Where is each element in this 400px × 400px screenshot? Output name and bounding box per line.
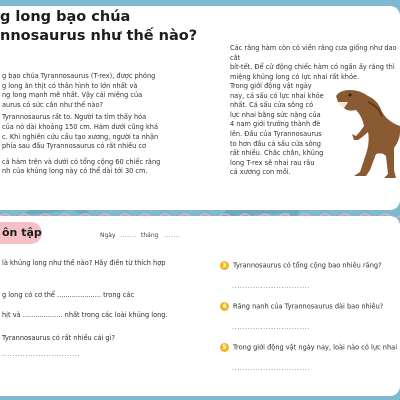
question-5 xyxy=(220,343,397,353)
question-4-text: Răng nanh của Tyrannosaurus dài bao nhiêu? xyxy=(233,302,384,311)
article-line: của nó dài khoảng 150 cm. Hàm dưới cũng khá xyxy=(2,122,159,131)
date-label: Ngày xyxy=(100,232,116,239)
article-line: lực nhai bằng sức nặng của xyxy=(230,110,321,119)
title-line-2: nnosaurus như thế nào? xyxy=(0,28,198,44)
question-number-badge: 4 xyxy=(220,302,229,311)
article-line: lên. Đầu của Tyrannosaurus xyxy=(230,129,322,138)
article-line: Các răng hàm còn có viền răng cưa giống như dao cắt xyxy=(230,44,397,62)
question-number-badge: 5 xyxy=(220,343,229,352)
article-line: bít-tết. Để cử động chiếc hàm có ngần ấy răng thì xyxy=(230,63,395,72)
article-title xyxy=(0,8,197,46)
question-3 xyxy=(220,261,382,271)
article-line: phía sau đầu Tyrannosaurus có rất nhiều cơ xyxy=(2,142,147,151)
question-number-badge: 3 xyxy=(220,261,229,270)
article-line: Tyrannosaurus rất to. Người ta tìm thấy hóa xyxy=(2,113,147,122)
article-line: cá xương con mồi. xyxy=(230,168,291,177)
article-line: nay, cá sấu có lực nhai khỏe xyxy=(230,91,324,100)
article-line: g bạo chúa Tyrannosaurus (T-rex), được phóng xyxy=(2,72,156,80)
title-line-1: g long bạo chúa xyxy=(0,9,131,25)
month-label: tháng xyxy=(141,232,159,239)
t-rex-illustration-icon xyxy=(334,82,400,182)
question-2-answer-blank[interactable]: .............................. xyxy=(2,350,80,358)
question-3-text: Tyrannosaurus có tổng cộng bao nhiêu răng? xyxy=(233,261,382,270)
question-4 xyxy=(220,302,383,312)
question-2-text: Tyrannosaurus có rất nhiều cái gì? xyxy=(2,334,115,342)
article-line: 4 nam giới trưởng thành đè xyxy=(230,120,321,129)
article-left-column xyxy=(2,72,194,180)
article-line: ng long mạnh mẽ nhất. Vậy cái miệng của xyxy=(2,91,143,100)
question-1-text: là khủng long như thế nào? Hãy điền từ thích hợp xyxy=(2,259,166,267)
article-line: miệng khủng long có lực nhai rất khỏe. xyxy=(230,72,360,81)
question-5-answer-blank[interactable]: .............................. xyxy=(232,364,310,372)
question-1-line-a[interactable]: g long có cơ thể ..................... trong các xyxy=(2,291,135,299)
article-line: long T-rex sẽ nhai rau râu xyxy=(230,158,315,167)
article-line: cả hàm trên và dưới có tổng cộng 60 chiếc răng xyxy=(2,157,161,166)
article-line: g long ăn thịt có thân hình to lớn nhất và xyxy=(2,81,138,90)
question-1-line-b[interactable]: hịt và ................... nhất trong các loài khủng long. xyxy=(2,311,168,319)
question-3-answer-blank[interactable]: .............................. xyxy=(232,282,310,290)
article-right-column xyxy=(230,82,342,178)
article-right-column-top xyxy=(230,44,400,82)
article-line: to hơn đầu cá sấu cửa sông xyxy=(230,139,321,148)
article-line: c. Khi nghiên cứu cấu tạo xương, người ta nhận xyxy=(2,132,159,141)
exercise-tab-label: ôn tập xyxy=(2,226,42,239)
article-line: Trong giới động vật ngày xyxy=(230,82,312,90)
article-line: nh của khủng long này có thể dài tới 30 cm. xyxy=(2,167,148,176)
article-line: aurus có sức cắn như thế nào? xyxy=(2,100,103,109)
question-4-answer-blank[interactable]: .............................. xyxy=(232,323,310,331)
question-5-text: Trong giới động vật ngày nay, loài nào có lực nhai xyxy=(233,343,398,352)
month-blank[interactable]: ....... xyxy=(164,232,181,239)
article-line: rất nhiều. Chắc chắn, khủng xyxy=(230,149,324,158)
date-blank[interactable]: ....... xyxy=(120,232,137,239)
article-line: nhất. Cá sấu cửa sông có xyxy=(230,101,314,110)
